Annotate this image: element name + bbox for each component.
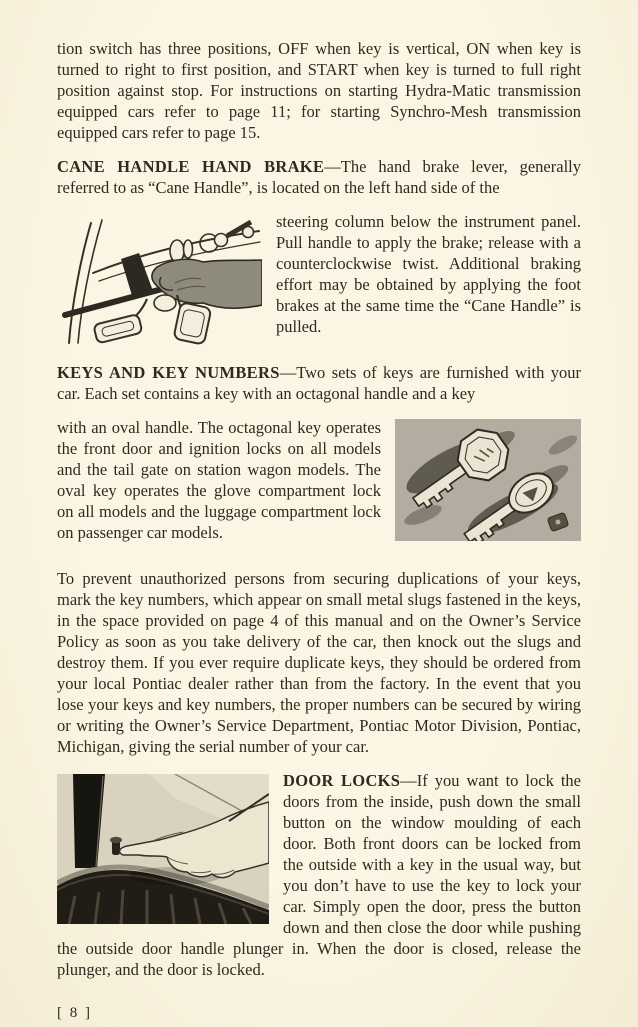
keys-lead-text: —Two sets of keys are furnished with your car. Each set contains a key with an octagonal handle and a key [57,363,582,403]
hand-brake-illustration [57,215,262,347]
cane-handle-lead-text: —The hand brake lever, generally referred to as “Cane Handle”, is located on the left hand side of the [57,157,581,197]
steering-column-boss [154,295,176,311]
brake-pedal [93,314,142,344]
cane-handle-section [57,156,581,350]
keys-heading: KEYS AND KEY NUMBERS [57,363,280,382]
cane-handle-wrap-text: steering column below the instrument panel. Pull handle to apply the brake; release with a counterclockwise twist. Additional braking effort may be obtained by applying the foot brakes at the same time the “Cane Handle” is pulled. [276,212,581,336]
keys-illustration [395,419,581,541]
door-locks-body-text: —If you want to lock the doors from the inside, push down the small button on the window moulding of each door. Both front doors can be locked from the outside with a key in the usual way, but you don’t have to use the key to lock your car. Simply open the door, press the button down and then close the door while pushing the outside door handle plunger in. When the door is closed, release the plunger, and the door is locked. [57,771,581,979]
key-duplication-paragraph: To prevent unauthorized persons from securing duplications of your keys, mark the key numbers, which appear on small metal slugs fastened in the keys, in the space provided on page 4 of this manual and on the Owner’s Service Policy as soon as you take delivery of the car, then knock out the slugs and destroy them. If you ever require duplicate keys, they should be ordered from your local Pontiac dealer rather than from the factory. In the event that you lose your keys and key numbers, the proper numbers can be secured by wiring or writing the Owner’s Service Department, Pontiac Motor Division, Pontiac, Michigan, giving the serial number of your car. [57,569,581,756]
door-locks-section [57,770,581,993]
keys-wrap-text: with an oval handle. The octagonal key operates the front door and ignition locks on all models and the tail gate on station wagon models. The oval key operates the glove compartment lock on all models and the luggage compartment lock on passenger car models. [57,418,381,542]
keys-section [57,362,581,556]
door-locks-heading: DOOR LOCKS [283,771,401,790]
intro-paragraph: tion switch has three positions, OFF when key is vertical, ON when key is turned to right to first position, and START when key is turned to full right position against stop. For instructions on starting Hydra-Matic transmission equipped cars refer to page 11; for starting Synchro-Mesh transmission equipped cars refer to page 15. [57,39,581,142]
accelerator-pedal [173,302,211,345]
cane-handle-heading: CANE HANDLE HAND BRAKE [57,157,325,176]
button-cap [110,837,122,843]
page-number: [ 8 ] [57,1005,92,1021]
door-lock-illustration [57,774,269,924]
